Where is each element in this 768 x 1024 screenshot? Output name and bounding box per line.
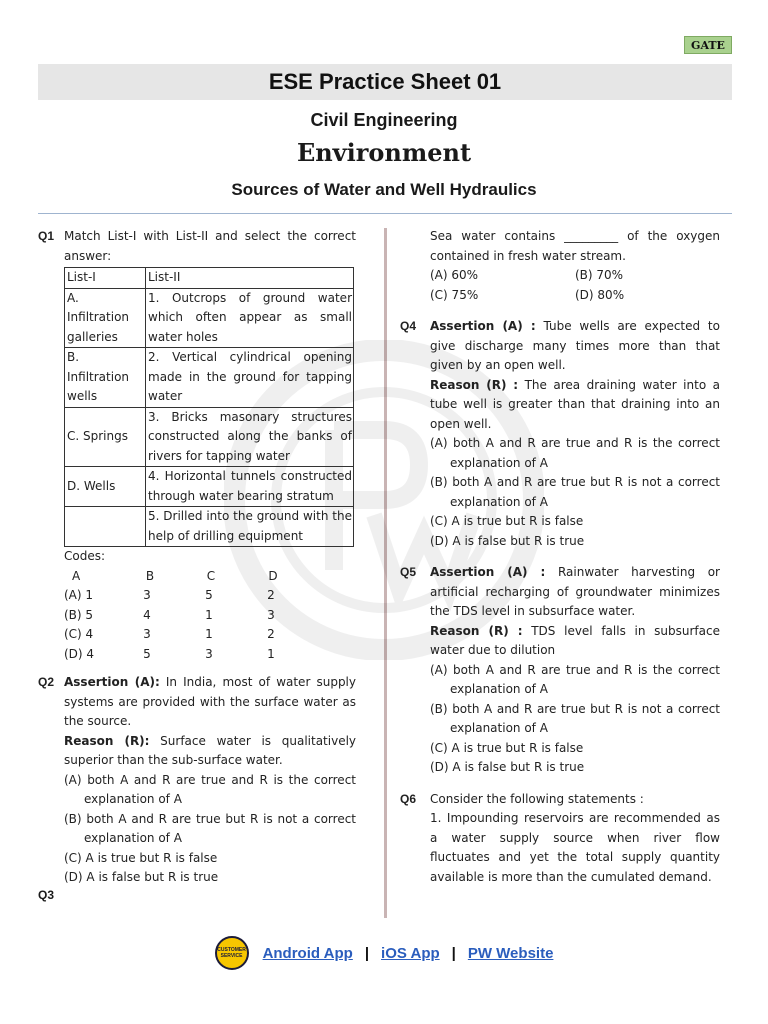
reason-label: Reason (R): — [64, 733, 150, 748]
codes-cell: 4 — [143, 607, 151, 622]
question-number: Q2 — [38, 675, 55, 689]
codes-cell: 3 — [205, 646, 213, 661]
reason-text: Surface water is qualitatively superior than the sub-surface water. — [64, 733, 357, 767]
assertion-text: Tube wells are expected to give discharge many times more than that given by an open well. — [430, 319, 720, 372]
assertion-label: Assertion (A) : — [430, 565, 546, 579]
option: (B) both A and R are true but R is not a correct explanation of A — [430, 475, 720, 509]
codes-col: C — [206, 568, 216, 583]
android-app-link[interactable]: Android App — [262, 944, 353, 962]
codes-row — [64, 586, 356, 606]
reason-label: Reason (R) : — [430, 623, 523, 638]
table-cell: A. Infiltration galleries — [65, 288, 146, 348]
assertion — [430, 563, 720, 622]
question-number: Q5 — [400, 565, 417, 579]
statement: 1. Impounding reservoirs are recommended as a water supply source when river flow fluctuates and yet the total supply quantity available is more than the cumulated demand. — [430, 811, 720, 884]
table-header: List-I — [65, 268, 146, 289]
reason-text: The area draining water into a tube well is greater than that draining into an open well. — [430, 377, 720, 431]
table-header-row — [65, 268, 354, 289]
codes-header — [64, 567, 356, 587]
option: (A) both A and R are true and R is the correct explanation of A — [430, 436, 720, 470]
table-row — [65, 467, 354, 507]
codes-cell: (B) 5 — [64, 607, 94, 622]
codes-cell: 5 — [143, 646, 151, 661]
table-cell: 3. Bricks masonary structures constructed along the banks of rivers for tapping water — [146, 407, 354, 467]
option: (D) 80% — [575, 287, 625, 302]
question-6 — [400, 790, 720, 888]
codes-row — [64, 606, 356, 626]
option: (B) 70% — [575, 268, 624, 282]
codes-cell: 3 — [267, 607, 275, 622]
question-text: Match List-I with List-II and select the correct answer: — [64, 229, 356, 263]
table-row — [65, 507, 354, 547]
ios-app-link[interactable]: iOS App — [381, 944, 440, 962]
gate-badge: GATE — [684, 36, 732, 54]
option: (B) both A and R are true but R is not a correct explanation of A — [430, 701, 720, 735]
codes-cell: 3 — [143, 588, 151, 602]
codes-cell: (C) 4 — [64, 627, 94, 641]
table-cell: C. Springs — [65, 407, 146, 467]
table-row — [65, 348, 354, 408]
table-cell: 2. Vertical cylindrical opening made in the ground for tapping water — [146, 348, 354, 408]
question-2 — [38, 673, 356, 888]
assertion — [64, 673, 356, 732]
codes-cell: 3 — [143, 627, 151, 641]
assertion — [430, 317, 720, 376]
question-4 — [400, 317, 720, 551]
codes-cell: (D) 4 — [64, 646, 95, 661]
question-text: Consider the following statements : — [430, 791, 644, 806]
topic-heading: Environment — [296, 138, 472, 167]
codes-col: D — [268, 568, 278, 583]
option: (A) both A and R are true and R is the correct explanation of A — [64, 772, 356, 806]
table-row — [65, 288, 354, 348]
codes-row — [64, 625, 356, 645]
option: (A) 60% — [430, 268, 479, 282]
question-text — [430, 227, 720, 266]
question-3-continued — [400, 227, 720, 305]
reason — [64, 732, 356, 771]
reason-label: Reason (R) : — [430, 377, 519, 392]
option: (C) A is true but R is false — [64, 850, 218, 865]
match-table — [64, 267, 354, 547]
question-5 — [400, 563, 720, 778]
options-row — [430, 266, 720, 286]
assertion-text: In India, most of water supply systems are provided with the surface water as the source. — [64, 675, 356, 728]
reason-text: TDS level falls in subsurface water due to dilution — [430, 623, 720, 657]
reason — [430, 376, 720, 435]
option: (A) both A and R are true and R is the correct explanation of A — [430, 662, 720, 696]
table-cell: 1. Outcrops of ground water which often appear as small water holes — [146, 288, 354, 348]
codes-row — [64, 645, 356, 665]
assertion-label: Assertion (A): — [64, 675, 160, 689]
answer-blank: _________ — [564, 229, 619, 243]
codes-cell: 1 — [267, 646, 275, 661]
question-number: Q1 — [38, 229, 55, 243]
icon-label: CUSTOMER SERVICE — [217, 947, 246, 959]
codes-cell: (A) 1 — [64, 588, 94, 602]
options-row — [430, 286, 720, 306]
question-text-part: Sea water contains — [430, 229, 556, 243]
question-text-part: of the oxygen contained in fresh water stream. — [430, 229, 721, 263]
question-number: Q6 — [400, 791, 417, 806]
option: (B) both A and R are true but R is not a correct explanation of A — [64, 811, 356, 845]
option: (D) A is false but R is true — [64, 870, 219, 884]
question-1 — [38, 227, 356, 664]
chapter-heading: Sources of Water and Well Hydraulics — [231, 180, 537, 199]
subject-heading: Civil Engineering — [310, 110, 458, 130]
option: (D) A is false but R is true — [430, 533, 585, 548]
table-row — [65, 407, 354, 467]
customer-service-icon[interactable] — [215, 936, 249, 970]
option: (C) 75% — [430, 287, 479, 302]
codes-col: A — [72, 568, 81, 583]
codes-cell: 1 — [205, 627, 213, 641]
assertion-text: Rainwater harvesting or artificial recharging of groundwater minimizes the TDS level in subsurface water. — [430, 565, 720, 618]
header-divider — [38, 213, 732, 214]
codes-cell: 2 — [267, 627, 275, 641]
codes-cell: 1 — [205, 607, 213, 622]
table-cell: D. Wells — [65, 467, 146, 507]
separator: | — [451, 944, 456, 962]
table-cell: 5. Drilled into the ground with the help of drilling equipment — [146, 507, 354, 547]
separator: | — [364, 944, 370, 962]
assertion-label: Assertion (A) : — [430, 319, 536, 333]
option: (C) A is true but R is false — [430, 740, 584, 755]
codes-cell: 5 — [205, 588, 213, 602]
left-column — [38, 227, 356, 888]
option: (D) A is false but R is true — [430, 760, 585, 774]
table-cell — [65, 507, 146, 547]
question-number: Q4 — [400, 319, 417, 333]
question-number: Q3 — [38, 888, 55, 902]
codes-cell: 2 — [267, 588, 275, 602]
reason — [430, 622, 720, 661]
pw-website-link[interactable]: PW Website — [467, 944, 554, 962]
codes-label: Codes: — [64, 549, 106, 563]
codes-col: B — [145, 568, 155, 583]
footer — [0, 934, 768, 972]
page-title: ESE Practice Sheet 01 — [38, 64, 732, 100]
option: (C) A is true but R is false — [430, 514, 584, 528]
table-header: List-II — [146, 268, 354, 289]
table-cell: B. Infiltration wells — [65, 348, 146, 408]
table-cell: 4. Horizontal tunnels constructed through water bearing stratum — [146, 467, 354, 507]
right-column — [400, 227, 720, 887]
